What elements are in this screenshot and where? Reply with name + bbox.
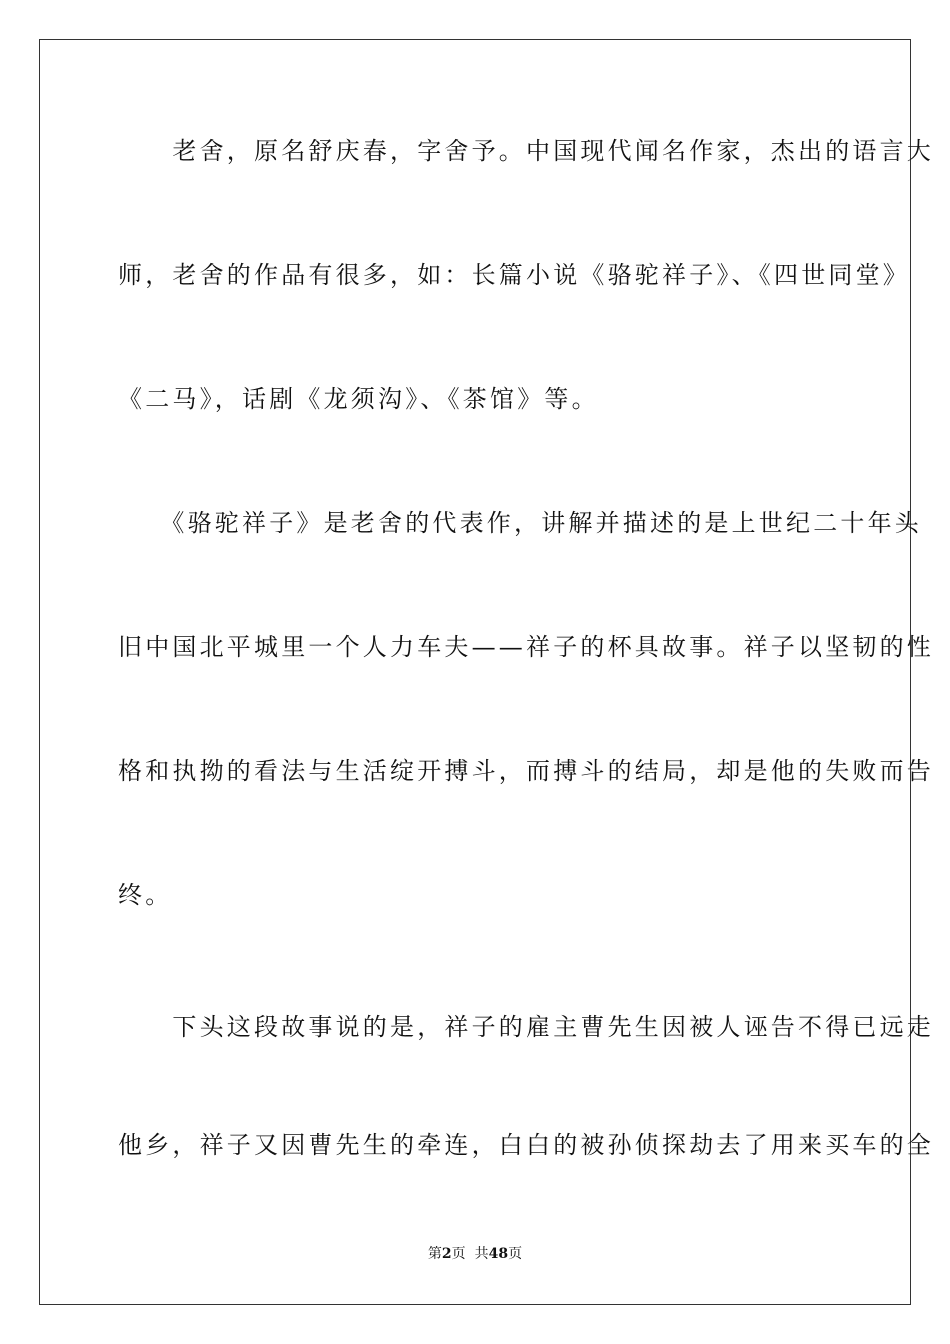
paragraph-line: 终。 [118,881,173,909]
paragraph-line: 旧中国北平城里一个人力车夫——祥子的杯具故事。祥子以坚韧的性 [118,633,934,661]
total-page-count: 48 [488,1246,509,1262]
paragraph-line: 师，老舍的作品有很多，如：长篇小说《骆驼祥子》、《四世同堂》 [118,261,910,289]
paragraph-line: 下头这段故事说的是，祥子的雇主曹先生因被人诬告不得已远走 [118,1013,934,1041]
paragraph-line: 格和执拗的看法与生活绽开搏斗，而搏斗的结局，却是他的失败而告 [118,757,934,785]
page-mid: 页 共 [451,1246,489,1262]
page-suffix: 页 [508,1246,523,1262]
paragraph-line: 《二马》，话剧《龙须沟》、《茶馆》等。 [118,385,599,413]
paragraph-line: 老舍，原名舒庆春，字舍予。中国现代闻名作家，杰出的语言大 [118,137,934,165]
page-footer [0,1245,950,1263]
page-border [39,39,934,1305]
page-prefix: 第 [427,1246,442,1262]
paragraph-line: 《骆驼祥子》是老舍的代表作，讲解并描述的是上世纪二十年头 [118,509,922,537]
current-page-number: 2 [441,1246,452,1262]
paragraph-line: 他乡，祥子又因曹先生的牵连，白白的被孙侦探劫去了用来买车的全 [118,1131,934,1159]
